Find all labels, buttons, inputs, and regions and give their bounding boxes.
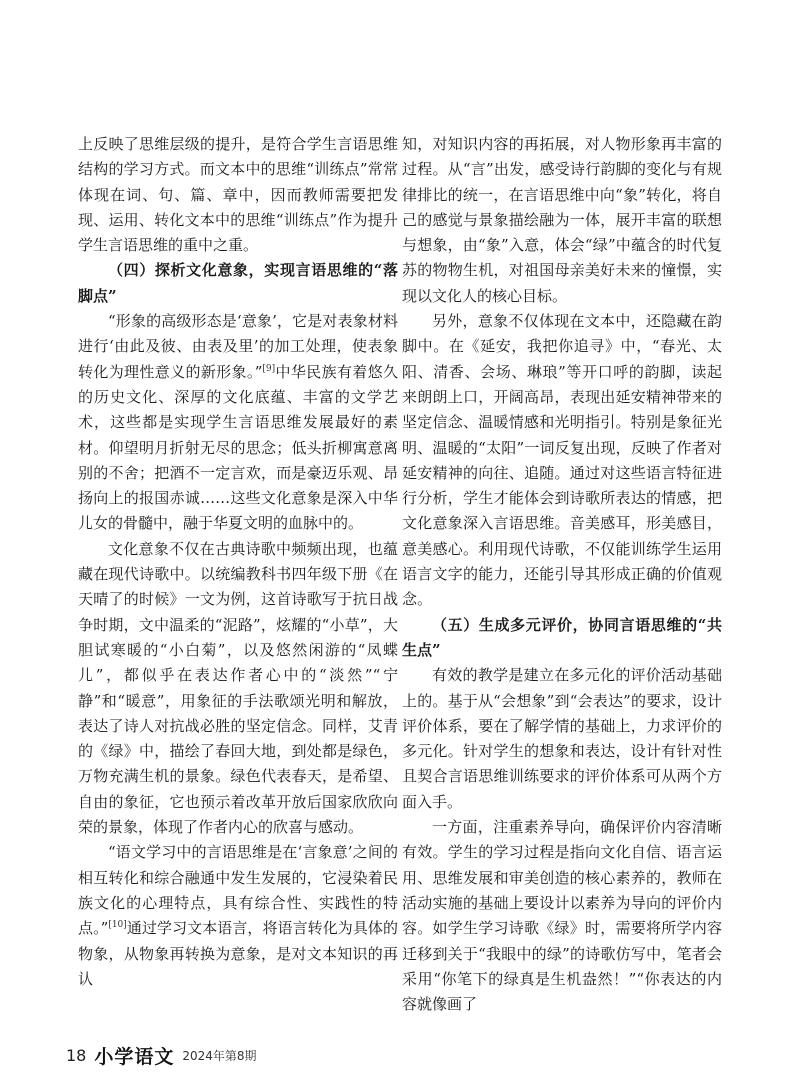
paragraph (78, 309, 398, 537)
paragraph: 有效的教学是建立在多元化的评价活动基础上的。基于从“会想象”到“会表达”的要求，设计评价体系，要在了解学情的基础上，力求评价的多元化。针对学生的想象和表达，设计有针对性且契合言语思维训练要求的评价体系可从两个方面入手。 (402, 666, 722, 811)
paragraph: 知，对知识内容的再拓展，对人物形象再丰富的过程。从“言”出发，感受诗行韵脚的变化与有规律排比的统一，在言语思维中向“象”转化，将自己的感觉与景象描绘融为一体，展开丰富的联想与想象，由“象”入意，体会“绿”中蕴含的时代复苏的物物生机，对祖国母亲美好未来的憧憬，实现以文化人的核心目标。 (402, 135, 722, 305)
body-text: 中华民族有着悠久的历史文化、深厚的文化底蕴、丰富的文学艺术，这些都是实现学生言语思维发展最好的素材。仰望明月折射无尽的思念；低头折柳寓意离别的不舍；把酒不一定言欢，而是豪迈乐观、昂扬向上的报国赤诚……这些文化意象是深入中华儿女的骨髓中，融于华夏文明的血脉中的。 (78, 362, 398, 533)
section-heading: （四）探析文化意象，实现言语思维的“落脚点” (78, 261, 398, 305)
paragraph: 一方面，注重素养导向，确保评价内容清晰有效。学生的学习过程是指向文化自信、语言运用、思维发展和审美创造的核心素养的，教师在活动实施的基础上要设计以素养为导向的评价内容。如学生学习诗歌《绿》时，需要将所学内容迁移到关于“我眼中的绿”的诗歌仿写中，笔者会采用“你笔下的绿真是生机盎然！”“你表达的内容就像画了 (402, 818, 722, 1014)
page-footer (66, 1042, 257, 1068)
paragraph: 文化意象不仅在古典诗歌中频频出现，也蕴藏在现代诗歌中。以统编教科书四年级下册《在天晴了的时候》一文为例，这首诗歌写于抗日战争时期，文中温柔的“泥路”，炫耀的“小草”，大胆试寒暖的“小白菊”，以及悠然闲游的“凤蝶儿”，都似乎在表达作者心中的“淡然”“宁静”和“暖意”，用象征的手法歌颂光明和解放，表达了诗人对抗战必胜的坚定信念。同样，艾青的《绿》中，描绘了春回大地，到处都是绿色，万物充满生机的景象。绿色代表春天，是希望、自由的象征，它也预示着改革开放后国家欣欣向荣的景象，体现了作者内心的欣喜与感动。 (78, 539, 398, 837)
section-heading: （五）生成多元评价，协同言语思维的“共生点” (402, 615, 722, 659)
page-number: 18 (66, 1045, 87, 1065)
paragraph: 上反映了思维层级的提升，是符合学生言语思维结构的学习方式。而文本中的思维“训练点”常常体现在词、句、篇、章中，因而教师需要把发现、运用、转化文本中的思维“训练点”作为提升学生言语思维的重中之重。 (78, 135, 398, 255)
paragraph: 另外，意象不仅体现在文本中，还隐藏在韵脚中。在《延安，我把你追寻》中，“春光、太阳、清香、会场、琳琅”等开口呼的韵脚，读起来朗朗上口，开阔高昂，表现出延安精神带来的坚定信念、温暖情感和光明指引。特别是象征光明、温暖的“太阳”一词反复出现，反映了作者对延安精神的向往、追随。通过对这些语言特征进行分析，学生才能体会到诗歌所表达的情感，把文化意象深入言语思维。音美感耳，形美感目，意美感心。利用现代诗歌，不仅能训练学生运用语言文字的能力，还能引导其形成正确的价值观念。 (402, 312, 722, 609)
quote-text: “形象的高级形态是‘意象’，它是对表象材料进行‘由此及彼、由表及里’的加工处理，使表象转化为理性意义的新形象。” (78, 312, 398, 381)
citation-ref: [10] (108, 920, 127, 931)
citation-ref: [9] (262, 363, 276, 374)
issue-label: 2024年第8期 (182, 1048, 257, 1063)
right-column (402, 132, 722, 1017)
paragraph (78, 840, 398, 992)
left-column (78, 132, 398, 992)
journal-logo: 小学语文 (94, 1045, 175, 1068)
body-text: 通过学习文本语言，将语言转化为具体的物象，从物象再转换为意象，是对文本知识的再认 (78, 919, 398, 988)
quote-text: “语文学习中的言语思维是在‘言象意’之间的相互转化和综合融通中发生发展的，它浸染着民族文化的心理特点，具有综合性、实践性的特点。” (78, 843, 398, 938)
